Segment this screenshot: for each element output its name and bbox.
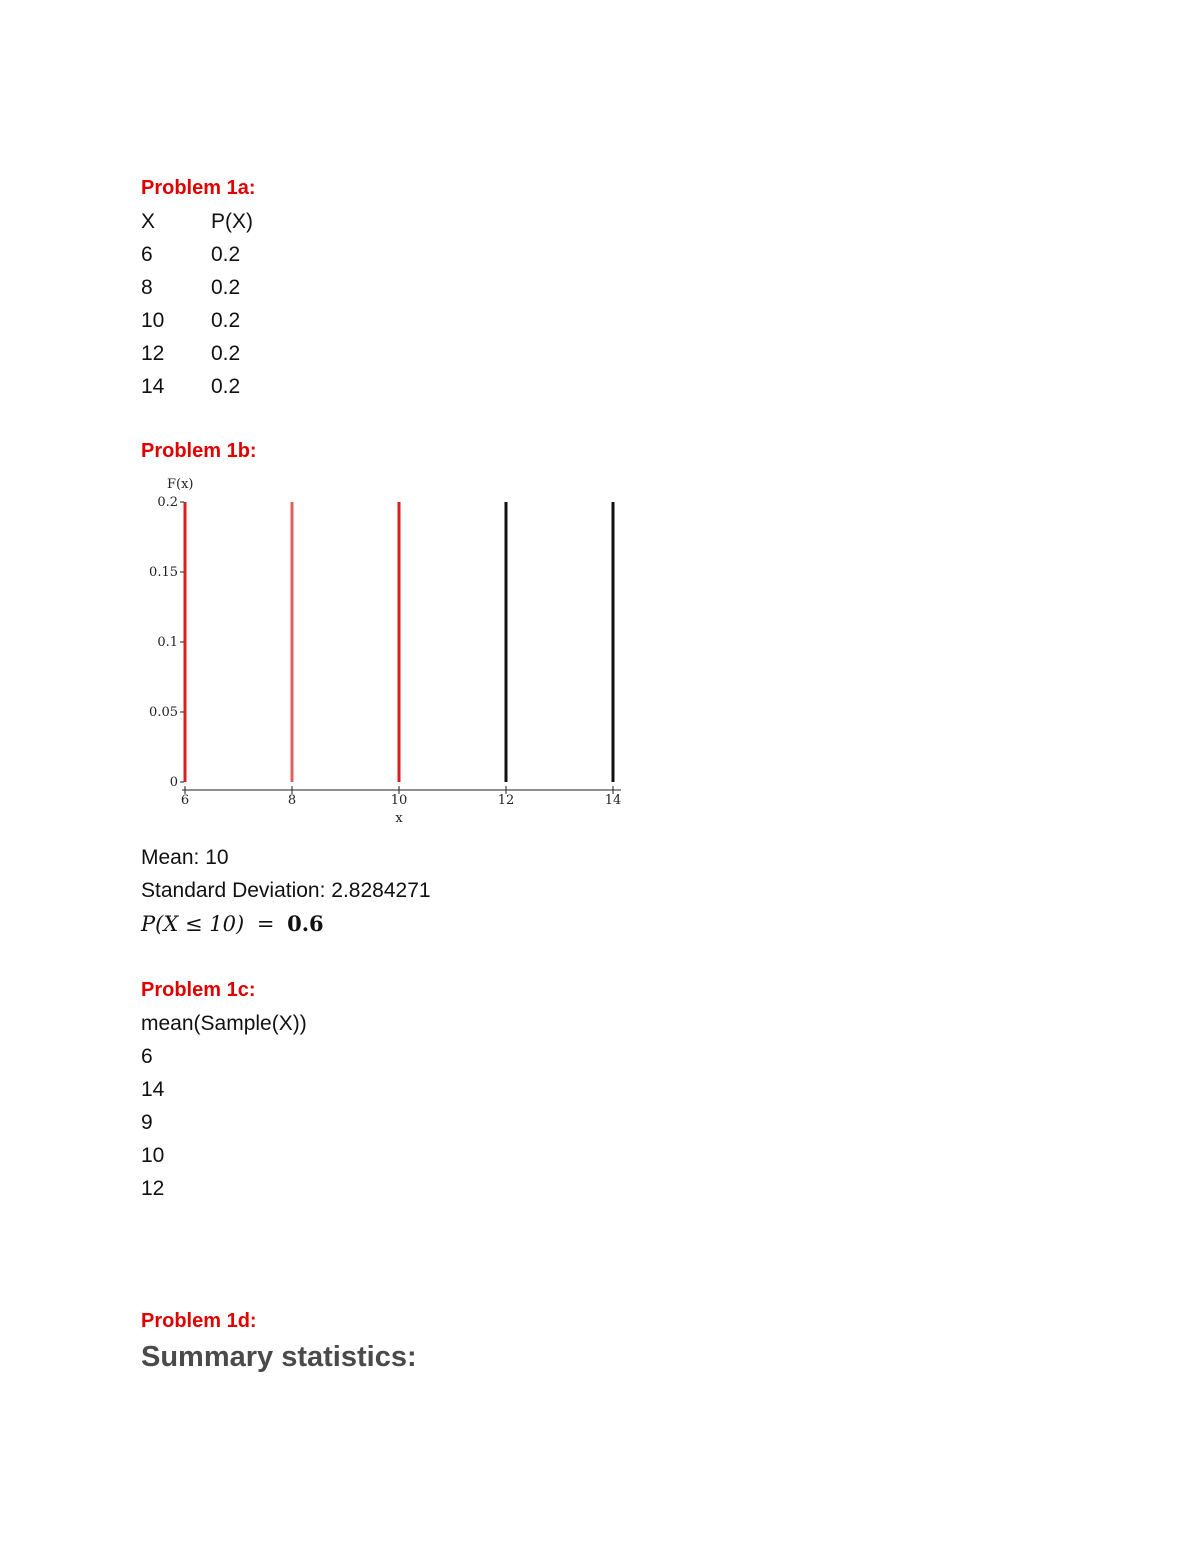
- chart-bars: [185, 502, 613, 782]
- column-header-px: P(X): [211, 210, 253, 233]
- cell-x: 8: [141, 276, 153, 299]
- y-tick-label: 0.2: [157, 495, 178, 510]
- cell-x: 12: [141, 342, 165, 365]
- mean-text: Mean: 10: [141, 846, 229, 869]
- y-tick-label: 0.15: [149, 565, 178, 580]
- cell-px: 0.2: [211, 309, 241, 332]
- chart-ticks: [149, 495, 621, 808]
- problem-1a-heading: Problem 1a:: [141, 177, 256, 199]
- table-row: [141, 243, 441, 269]
- table-row: [141, 342, 441, 368]
- y-tick-label: 0: [169, 775, 178, 790]
- cell-px: 0.2: [211, 342, 241, 365]
- list-item: 10: [141, 1144, 165, 1167]
- equals-sign: =: [256, 912, 275, 936]
- cell-px: 0.2: [211, 375, 241, 398]
- x-tick-label: 12: [497, 793, 515, 808]
- probability-lhs: P(X ≤ 10): [141, 912, 245, 936]
- summary-statistics-heading: Summary statistics:: [141, 1341, 417, 1373]
- std-dev-text: Standard Deviation: 2.8284271: [141, 879, 431, 902]
- problem-1d-heading: Problem 1d:: [141, 1310, 257, 1332]
- table-row: [141, 375, 441, 401]
- probability-expression: [141, 911, 324, 936]
- x-tick-label: 8: [287, 793, 297, 808]
- y-tick-label: 0.1: [157, 635, 178, 650]
- x-tick-label: 14: [604, 793, 622, 808]
- table-header-row: [141, 210, 441, 236]
- table-row: [141, 276, 441, 302]
- y-axis-label: F(x): [167, 477, 194, 492]
- cell-x: 10: [141, 309, 165, 332]
- y-tick-label: 0.05: [149, 705, 178, 720]
- cell-x: 14: [141, 375, 165, 398]
- probability-value: 0.6: [287, 911, 324, 936]
- list-item: 12: [141, 1177, 165, 1200]
- list-item: 14: [141, 1078, 165, 1101]
- list-item: 9: [141, 1111, 153, 1134]
- chart-axes: [167, 477, 621, 826]
- cell-px: 0.2: [211, 243, 241, 266]
- cell-x: 6: [141, 243, 153, 266]
- problem-1b-heading: Problem 1b:: [141, 440, 257, 462]
- list-item: 6: [141, 1045, 153, 1068]
- distribution-chart: [140, 470, 640, 830]
- column-header-x: X: [141, 210, 156, 233]
- x-tick-label: 10: [390, 793, 408, 808]
- cell-px: 0.2: [211, 276, 241, 299]
- sample-mean-label: mean(Sample(X)): [141, 1012, 307, 1035]
- x-axis-label: x: [395, 811, 403, 826]
- problem-1c-heading: Problem 1c:: [141, 979, 256, 1001]
- x-tick-label: 6: [180, 793, 190, 808]
- table-row: [141, 309, 441, 335]
